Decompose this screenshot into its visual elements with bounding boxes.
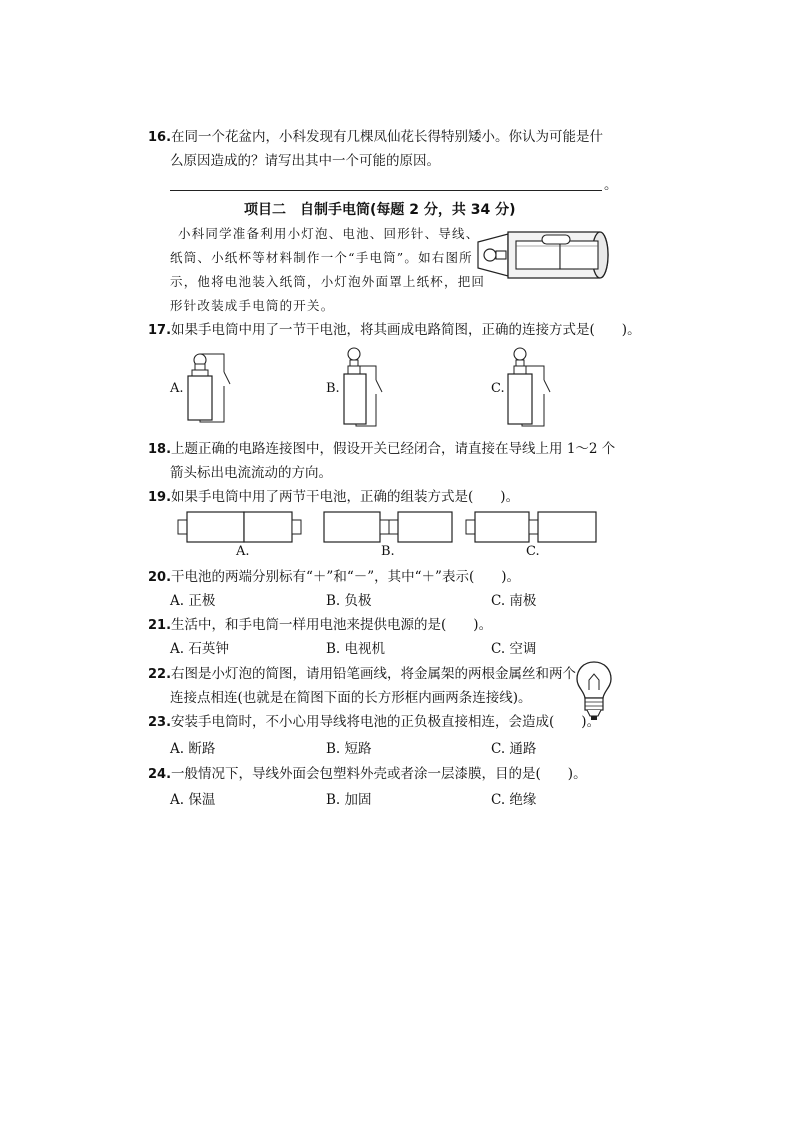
q19-batteries-c[interactable] — [466, 510, 600, 544]
q20-option-c[interactable]: C. 南极 — [491, 593, 537, 609]
intro-line-2: 纸筒、小纸杯等材料制作一个“手电筒”。如右图所 — [170, 250, 473, 265]
flashlight-illustration — [456, 222, 616, 286]
q23-text: 安装手电筒时，不小心用导线将电池的正负极直接相连，会造成( )。 — [171, 714, 601, 730]
q23-line — [148, 713, 600, 732]
q19-text: 如果手电筒中用了两节干电池，正确的组装方式是( )。 — [171, 489, 520, 505]
intro-line-4: 形针改装成手电筒的开关。 — [170, 298, 335, 313]
q16-line2: 么原因造成的？请写出其中一个可能的原因。 — [170, 153, 440, 169]
q23-option-b[interactable]: B. 短路 — [326, 741, 372, 757]
q24-text: 一般情况下，导线外面会包塑料外壳或者涂一层漆膜，目的是( )。 — [171, 766, 587, 782]
q19-option-a-label[interactable]: A. — [236, 544, 250, 559]
q24-line — [148, 765, 587, 784]
q21-option-c[interactable]: C. 空调 — [491, 641, 537, 657]
q22-line2: 连接点相连(也就是在简图下面的长方形框内画两条连接线)。 — [170, 690, 532, 706]
q16-answer-line[interactable] — [170, 190, 602, 191]
q21-text: 生活中，和手电筒一样用电池来提供电源的是( )。 — [171, 617, 493, 633]
q20-line — [148, 568, 520, 587]
q17-option-c-label[interactable]: C. — [491, 381, 505, 396]
q21-line — [148, 616, 492, 635]
q20-option-b[interactable]: B. 负极 — [326, 593, 372, 609]
q17-number: 17. — [148, 323, 172, 338]
q20-option-a[interactable]: A. 正极 — [170, 593, 216, 609]
q16-end-mark: 。 — [604, 177, 618, 193]
q21-option-b[interactable]: B. 电视机 — [326, 641, 386, 657]
q17-circuit-a[interactable] — [180, 350, 240, 426]
q17-option-a-label[interactable]: A. — [170, 381, 184, 396]
q19-batteries-a[interactable] — [178, 510, 302, 544]
q18-text-1: 上题正确的电路连接图中，假设开关已经闭合，请直接在导线上用 1～2 个 — [171, 441, 616, 457]
q23-number: 23. — [148, 715, 172, 730]
q18-line2: 箭头标出电流流动的方向。 — [170, 465, 332, 481]
q22-text-1: 右图是小灯泡的简图，请用铅笔画线，将金属架的两根金属丝和两个 — [171, 666, 577, 682]
q19-number: 19. — [148, 490, 172, 505]
q22-line1 — [148, 665, 576, 684]
q19-option-c-label[interactable]: C. — [526, 544, 540, 559]
q16-number: 16. — [148, 130, 172, 145]
q20-text: 干电池的两端分别标有“＋”和“－”，其中“＋”表示( )。 — [171, 569, 520, 585]
q21-option-a[interactable]: A. 石英钟 — [170, 641, 229, 657]
q17-circuit-c[interactable] — [502, 344, 562, 430]
q24-number: 24. — [148, 767, 172, 782]
q17-line — [148, 321, 641, 340]
q21-number: 21. — [148, 618, 172, 633]
q16-text-1: 在同一个花盆内，小科发现有几棵凤仙花长得特别矮小。你认为可能是什 — [171, 129, 604, 145]
q23-option-a[interactable]: A. 断路 — [170, 741, 216, 757]
q18-line1 — [148, 440, 615, 459]
q24-option-b[interactable]: B. 加固 — [326, 792, 372, 808]
q23-option-c[interactable]: C. 通路 — [491, 741, 537, 757]
q22-number: 22. — [148, 667, 172, 682]
q19-line — [148, 488, 519, 507]
q17-circuit-b[interactable] — [338, 344, 398, 430]
intro-line-1: 小科同学准备利用小灯泡、电池、回形针、导线、 — [178, 226, 480, 241]
q17-text: 如果手电筒中用了一节干电池，将其画成电路简图，正确的连接方式是( )。 — [171, 322, 641, 338]
q17-option-b-label[interactable]: B. — [326, 381, 340, 396]
q19-batteries-b[interactable] — [322, 510, 454, 544]
q20-number: 20. — [148, 570, 172, 585]
section-title: 项目二 自制手电筒(每题 2 分，共 34 分) — [244, 202, 516, 218]
q24-option-a[interactable]: A. 保温 — [170, 792, 216, 808]
q19-option-b-label[interactable]: B. — [381, 544, 395, 559]
q16-line1 — [148, 128, 603, 147]
q24-option-c[interactable]: C. 绝缘 — [491, 792, 537, 808]
intro-line-3: 示，他将电池装入纸筒，小灯泡外面罩上纸杯，把回 — [170, 274, 486, 289]
q18-number: 18. — [148, 442, 172, 457]
